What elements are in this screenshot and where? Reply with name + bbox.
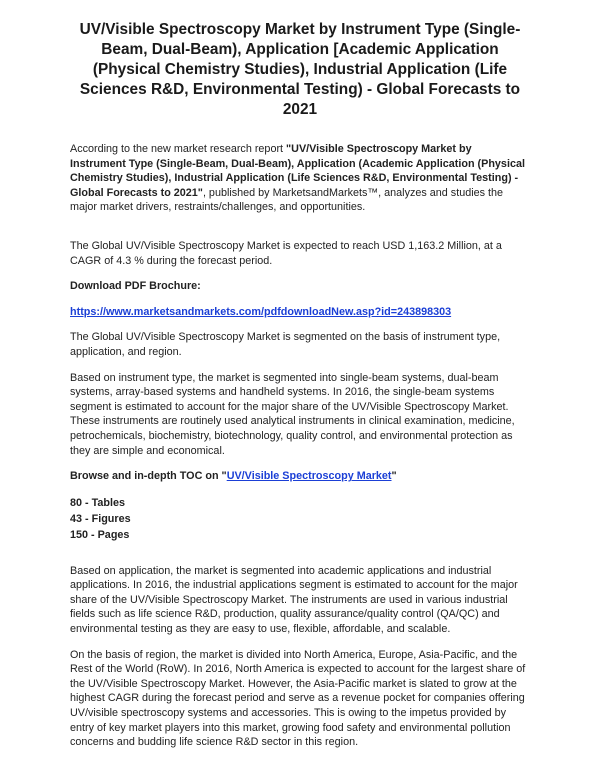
page-title: UV/Visible Spectroscopy Market by Instrument Type (Single-Beam, Dual-Beam), Application [Academic Application (Physical Chemistry Studies), Industrial Application (Life Sciences R&D, Environmental Testing) - Global Forecasts to 2021 (79, 21, 521, 118)
stat-tables: 80 - Tables (70, 496, 126, 509)
intro-suffix: , published by MarketsandMarkets™, analyzes and studies the major market drivers, restraints/challenges, and opportunities. (70, 186, 504, 214)
toc-link[interactable]: UV/Visible Spectroscopy Market (226, 470, 392, 483)
stat-pages: 150 - Pages (70, 528, 130, 541)
segmentation-paragraph: The Global UV/Visible Spectroscopy Market is segmented on the basis of instrument type, application, and region. (70, 331, 501, 358)
intro-prefix: According to the new market research report (70, 143, 287, 155)
forecast-paragraph: The Global UV/Visible Spectroscopy Market is expected to reach USD 1,163.2 Million, at a CAGR of 4.3 % during the forecast period. (70, 239, 502, 267)
download-link[interactable]: https://www.marketsandmarkets.com/pdfdownloadNew.asp?id=243898303 (70, 305, 452, 318)
application-paragraph: Based on application, the market is segmented into academic applications and industrial applications. In 2016, the industrial applications segment is estimated to account for the major share of the UV/Visible Spectroscopy Market. The instruments are used in various industrial fields such as life science R&D, production, quality assurance/quality control (QA/QC) and environmental testing as they are easy to use, flexible, affordable, and scalable. (70, 564, 518, 636)
toc-line (70, 469, 530, 484)
intro-paragraph (70, 142, 530, 215)
instrument-paragraph: Based on instrument type, the market is segmented into single-beam systems, dual-beam systems, array-based systems and handheld systems. In 2016, the single-beam systems segment is estimated to account for the major share of the UV/Visible Spectroscopy Market. These instruments are routinely used analytical instruments in clinical examination, medicine, petrochemicals, biochemistry, biotechnology, quality control, and environmental protection as they are simple and economical. (70, 371, 515, 457)
download-link-line (70, 305, 530, 320)
stat-figures: 43 - Figures (70, 512, 131, 525)
download-label: Download PDF Brochure: (70, 280, 201, 293)
report-stats (70, 495, 530, 543)
toc-suffix: " (391, 470, 397, 483)
report-name: "UV/Visible Spectroscopy Market by Instrument Type (Single-Beam, Dual-Beam), Application (Academic Application (Physical Chemistry Studies), Industrial Application (Life Sciences R&D, Environmental Testing) - Global Forecasts to 2021" (70, 143, 525, 199)
toc-prefix: Browse and in-depth TOC on " (70, 470, 227, 483)
region-paragraph: On the basis of region, the market is divided into North America, Europe, Asia-Pacific, and the Rest of the World (RoW). In 2016, North America is expected to account for the largest share of the UV/Visible Spectroscopy Market. However, the Asia-Pacific market is slated to grow at the highest CAGR during the forecast period and serve as a revenue pocket for companies offering UV/visible spectroscopy systems and accessories. This is owing to the impetus provided by entry of key market players into this market, growing food safety and environmental pollution concerns and budding life science R&D sector in this region. (70, 648, 526, 749)
